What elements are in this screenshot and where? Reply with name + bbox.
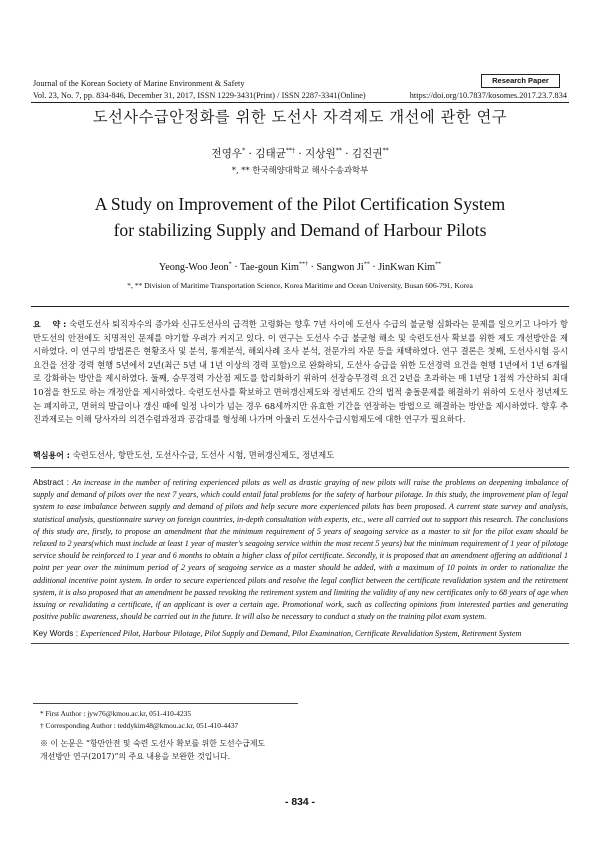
english-abstract — [33, 476, 568, 623]
author-mark: * — [228, 261, 232, 268]
author-mark: * — [242, 147, 246, 155]
korean-keywords — [33, 449, 334, 461]
korean-keywords-label: 핵심용어 : — [33, 451, 73, 460]
english-keywords-text: Experienced Pilot, Harbour Pilotage, Pilot Supply and Demand, Pilot Examination, Certificate Revalidation System, Retirement System — [80, 629, 522, 638]
journal-name: Journal of the Korean Society of Marine Environment & Safety — [33, 79, 245, 88]
author-separator: · — [341, 148, 352, 160]
author-mark: ** — [335, 147, 342, 155]
funding-note-line-2: 개선방안 연구(2017)”의 주요 내용을 보완한 것입니다. — [40, 751, 231, 761]
english-keywords-label: Key Words : — [33, 628, 81, 638]
funding-note — [40, 738, 265, 763]
korean-keywords-text: 숙련도선사, 항만도선, 도선사수급, 도선사 시험, 면허갱신제도, 정년제도 — [72, 450, 335, 460]
funding-note-line-1: ※ 이 논문은 “항만안전 및 숙련 도선사 확보를 위한 도선수급제도 — [40, 739, 266, 748]
author-mark: ** — [382, 147, 389, 155]
author-separator: · — [307, 262, 317, 273]
korean-authors — [0, 146, 600, 161]
english-title-line-1: A Study on Improvement of the Pilot Certification System — [94, 194, 506, 214]
author-name: 전영우 — [211, 148, 243, 160]
author-mark: **† — [285, 147, 295, 155]
korean-abstract-label: 요 약 : — [33, 320, 70, 329]
author-name: Sangwon Ji — [316, 262, 364, 273]
header-divider — [31, 102, 569, 103]
author-name: 김태균 — [255, 148, 286, 160]
page-number: - 834 - — [284, 797, 316, 808]
author-mark: **† — [298, 261, 308, 268]
author-separator: · — [369, 262, 379, 273]
author-name: Tae-goun Kim — [239, 262, 299, 273]
abstract-bottom-divider — [31, 643, 569, 644]
journal-volume-issn: Vol. 23, No. 7, pp. 834-846, December 31, 2017, ISSN 1229-3431(Print) / ISSN 2287-3341(Online) — [33, 91, 366, 100]
author-mark: ** — [435, 261, 442, 268]
english-affiliation: *, ** Division of Maritime Transportation Science, Korea Maritime and Ocean University, Busan 606-791, Korea — [127, 281, 473, 290]
author-name: 지상원 — [305, 148, 336, 160]
author-separator: · — [231, 262, 240, 273]
first-author-footnote: * First Author : jyw76@kmou.ac.kr, 051-410-4235 — [40, 709, 192, 718]
english-abstract-label: Abstract : — [33, 477, 73, 487]
author-mark: ** — [363, 261, 370, 268]
author-name: JinKwan Kim — [378, 262, 436, 273]
korean-abstract-text: 숙련도선사 퇴직자수의 증가와 신규도선사의 급격한 고령화는 향후 7년 사이에 도선사 수급의 불균형 심화라는 문제를 일으키고 나아가 항만도선의 안전에도 치명적인 문제를 야기할 우려가 커지고 있다. 이 연구는 도선사 수급 불균형 해소 및 숙련도선사 확보를 위한 제도 개선방안을 제시하였다. 이 연구의 방법론은 현황조사 및 분석, 통계분석, 해외사례 조사 분석, 전문가의 자문 등을 채택하였다. 연구 결론은 첫째, 도선사시험 응시요건을 선장 경력 현행 5년에서 2년(최근 5년 내 1년 이상의 경력 포함)으로 완화하되, 도선사 승급을 위한 도선경력 요건을 현행 1년에서 1년 6개월로 강화하는 방안을 제시하였다. 둘째, 승무경력 가산점 제도를 합리화하기 위하여 선장승무경력 요건 2년을 초과하는 매 1년당 1점씩 가산하되 최대 10점을 한도로 하는 개정안을 제시하였다. 숙련도선사를 확보하고 면허갱신제도와 정년제도 간의 법적 충돌문제를 해결하기 위하여 도선사 정년제도는 폐지하고, 면허의 발급이나 갱신 때에 일정 나이가 넘는 경우 68세까지만 유효한 기간을 연장하는 방법으로 해결하는 방안을 제시하였다. 향후 추진과제로는 이해 당사자의 의견수렴과정과 공감대를 형성해 나가며 아울러 도선사수급시험제도에 대한 연구가 필요하다. — [33, 319, 568, 425]
footnote-divider — [33, 703, 298, 704]
author-separator: · — [294, 148, 306, 160]
english-abstract-text: An increase in the number of retiring experienced pilots as well as drastic graying of new pilots will raise the problems on deepening imbalance of supply and demand of pilots over the next 7 years, which could entail fatal problems for the safety of harbour pilotage. In this study, the improvement plan of legal system to ease imbalance between supply and demand of pilots and help secure more experienced pilots has been proposed. A current state survey and analysis, statistical analysis, questionnaire survey on foreign countries, in-depth consultation with experts, etc., were all carried out to support this research. The conclusions of this study are, firstly, to propose an amendment that the minimum requirement of 5 years of seagoing service as a master to sit for the pilot exam should be relaxed to 2 years(which must include at least 1 year of master's seagoing service within the most recent 5 years) but the minimum requirement of 1 year of pilotage service should be reinforced to 1 year and 6 months to obtain a higher class of pilot certificate. Secondly, it is proposed that an amendment offering an additional 1 point per year over the minimum period of 2 years of seagoing service as a master should be added, with a maximum of 10 points in order to rationalize the additional incentive point system. In order to secure experienced pilots and resolve the legal conflict between the certificate revalidation system and the retirement system, it is also proposed that an amendment be passed revoking the retirement system and limiting the validity of any new certificates only to 68 years of age when issuing or revalidating a certificate, if an applicant is over a certain age. Promotional work, such as collecting opinions from interested parties and generating positive public awareness, should be carried out in the future. It will also be necessary to conduct a study on the training pilot exam system. — [33, 478, 568, 622]
author-separator: · — [245, 148, 256, 160]
article-type-badge: Research Paper — [481, 74, 560, 88]
english-authors — [0, 262, 600, 273]
author-name: 김진권 — [351, 148, 383, 160]
korean-affiliation: *, ** 한국해양대학교 해사수송과학부 — [231, 165, 369, 175]
korean-abstract — [33, 318, 568, 427]
abstract-top-divider — [31, 306, 569, 307]
abstract-middle-divider — [31, 467, 569, 468]
english-title-line-2: for stabilizing Supply and Demand of Harbour Pilots — [113, 220, 487, 240]
doi-link[interactable]: https://doi.org/10.7837/kosomes.2017.23.7.834 — [409, 91, 567, 100]
english-keywords — [33, 628, 521, 638]
korean-title: 도선사수급안정화를 위한 도선사 자격제도 개선에 관한 연구 — [92, 108, 508, 126]
author-name: Yeong-Woo Jeon — [158, 262, 229, 273]
corresponding-author-footnote: † Corresponding Author : teddykim48@kmou.ac.kr, 051-410-4437 — [40, 721, 239, 730]
